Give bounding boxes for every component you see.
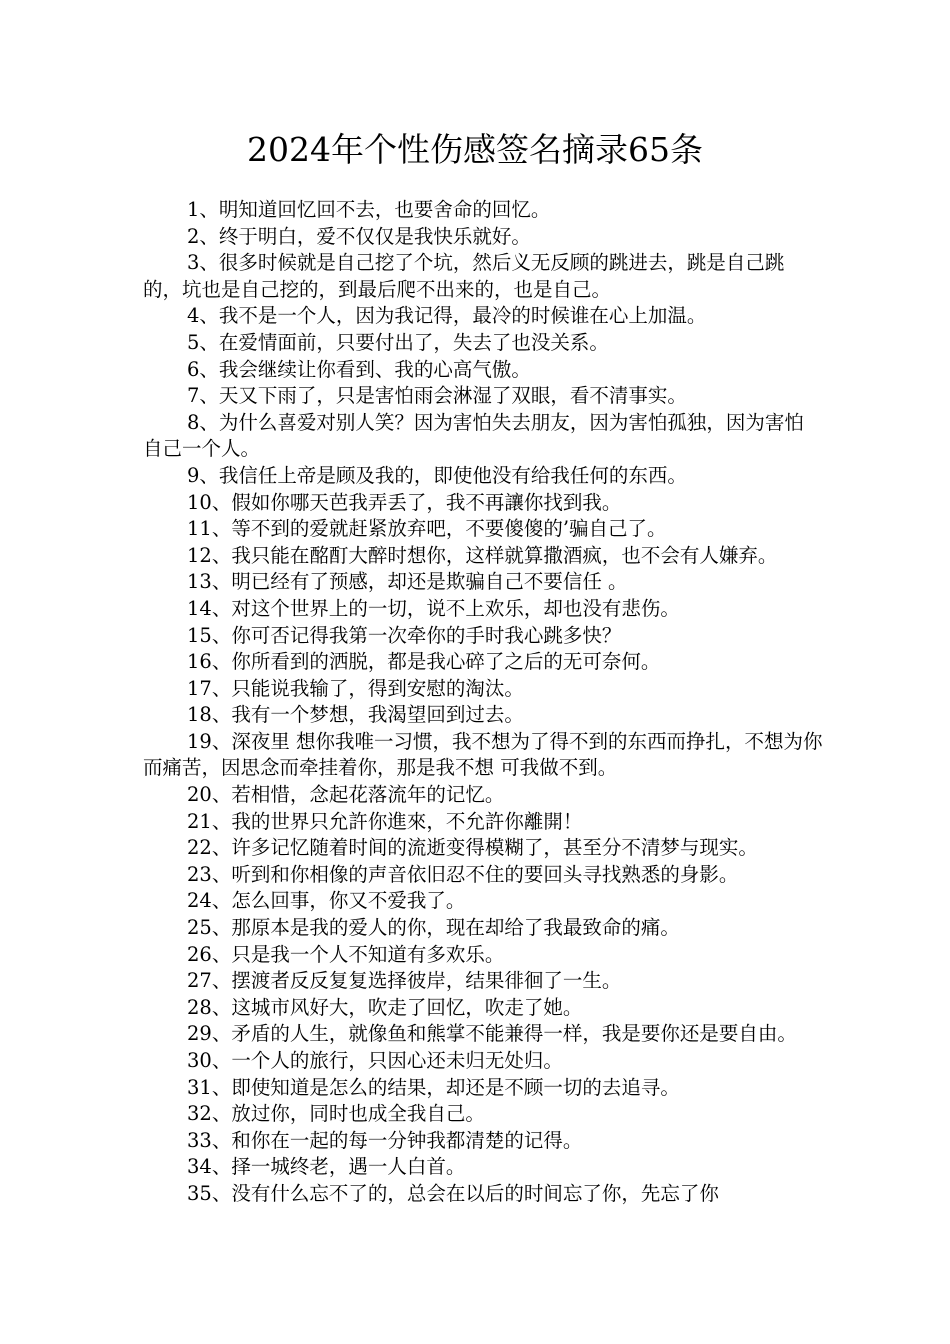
entry-paragraph: 9、我信任上帝是顾及我的，即使他没有给我任何的东西。 — [187, 463, 687, 487]
entry-paragraph: 24、怎么回事，你又不爱我了。 — [187, 889, 466, 913]
entry-paragraph: 28、这城市风好大，吹走了回忆，吹走了她。 — [187, 995, 583, 1019]
entry-paragraph: 17、只能说我输了，得到安慰的淘汰。 — [187, 676, 524, 700]
entry-paragraph: 12、我只能在酩酊大醉时想你，这样就算撒酒疯，也不会有人嫌弃。 — [187, 543, 778, 567]
entry-paragraph: 19、深夜里 想你我唯一习惯，我不想为了得不到的东西而挣扎，不想为你而痛苦，因思念而牵挂着你，那是我不想 可我做不到。 — [143, 729, 823, 780]
entry-paragraph: 7、天又下雨了，只是害怕雨会淋湿了双眼，看不清事实。 — [187, 384, 687, 408]
entry-paragraph: 15、你可否记得我第一次牵你的手时我心跳多快？ — [187, 623, 622, 647]
entry-paragraph: 33、和你在一起的每一分钟我都清楚的记得。 — [187, 1128, 583, 1152]
entry-paragraph: 26、只是我一个人不知道有多欢乐。 — [187, 942, 505, 966]
entry-paragraph: 20、若相惜，念起花落流年的记忆。 — [187, 783, 505, 807]
entry-paragraph: 3、很多时候就是自己挖了个坑，然后义无反顾的跳进去，跳是自己跳的，坑也是自己挖的，到最后爬不出来的，也是自己。 — [143, 251, 785, 301]
document-title: 2024年个性伤感签名摘录65条 — [247, 130, 703, 169]
entry-paragraph: 1、明知道回忆回不去，也要舍命的回忆。 — [187, 198, 551, 221]
entry-paragraph: 35、没有什么忘不了的，总会在以后的时间忘了你，先忘了你 — [187, 1181, 719, 1205]
entry-paragraph: 32、放过你，同时也成全我自己。 — [187, 1102, 485, 1126]
entry-paragraph: 27、摆渡者反反复复选择彼岸，结果徘徊了一生。 — [187, 969, 622, 993]
entry-paragraph: 34、择一城终老，遇一人白首。 — [187, 1155, 466, 1179]
entry-paragraph: 8、为什么喜爱对别人笑？因为害怕失去朋友，因为害怕孤独，因为害怕自己一个人。 — [143, 410, 804, 461]
entry-paragraph: 18、我有一个梦想，我渴望回到过去。 — [187, 703, 524, 727]
entry-paragraph: 21、我的世界只允許你進來，不允許你離開！ — [187, 809, 583, 833]
entry-paragraph: 13、明已经有了预感，却还是欺骗自己不要信任 。 — [187, 570, 628, 594]
entry-paragraph: 14、对这个世界上的一切，说不上欢乐，却也没有悲伤。 — [187, 596, 680, 620]
entry-paragraph: 5、在爱情面前，只要付出了，失去了也没关系。 — [187, 330, 609, 354]
entry-paragraph: 31、即使知道是怎么的结果，却还是不顾一切的去追寻。 — [187, 1075, 680, 1099]
entry-list — [143, 197, 823, 1208]
entry-paragraph: 6、我会继续让你看到、我的心高气傲。 — [187, 357, 531, 381]
entry-paragraph: 30、一个人的旅行，只因心还未归无处归。 — [187, 1049, 563, 1072]
entry-paragraph: 10、假如你哪天芭我弄丢了，我不再讓你找到我。 — [187, 490, 622, 514]
entry-paragraph: 29、矛盾的人生，就像鱼和熊掌不能兼得一样，我是要你还是要自由。 — [187, 1022, 797, 1046]
entry-paragraph: 4、我不是一个人，因为我记得，最冷的时候谁在心上加温。 — [187, 304, 707, 328]
entry-paragraph: 2、终于明白，爱不仅仅是我快乐就好。 — [187, 224, 531, 248]
entry-paragraph: 16、你所看到的洒脱，都是我心碎了之后的无可奈何。 — [187, 650, 661, 674]
entry-paragraph: 22、许多记忆随着时间的流逝变得模糊了，甚至分不清梦与现实。 — [187, 836, 758, 860]
entry-paragraph: 23、听到和你相像的声音依旧忍不住的要回头寻找熟悉的身影。 — [187, 862, 739, 886]
entry-paragraph: 11、等不到的爱就赶紧放弃吧，不要傻傻的’骗自己了。 — [187, 517, 667, 541]
entry-paragraph: 25、那原本是我的爱人的你，现在却给了我最致命的痛。 — [187, 916, 680, 940]
